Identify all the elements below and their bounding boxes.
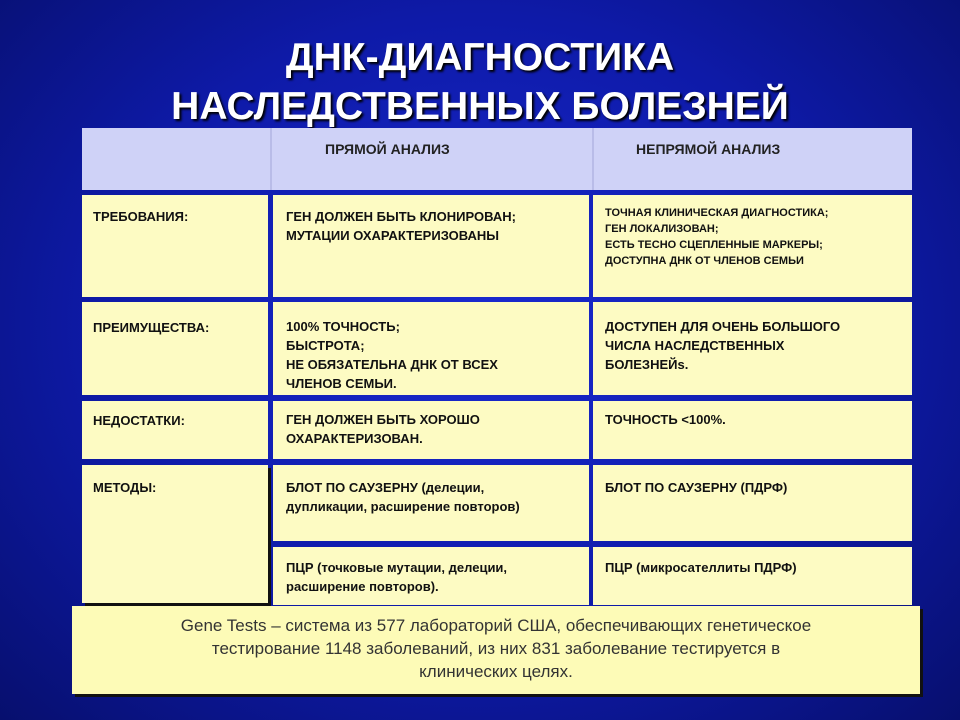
title-line-2: НАСЛЕДСТВЕННЫХ БОЛЕЗНЕЙ [171, 85, 789, 128]
cell-methods-indirect-southern: БЛОТ ПО САУЗЕРНУ (ПДРФ) [593, 465, 912, 541]
table-header-row [82, 128, 912, 190]
cell-methods-direct-southern: БЛОТ ПО САУЗЕРНУ (делеции, дупликации, расширение повторов) [273, 465, 589, 541]
cell-requirements-direct: ГЕН ДОЛЖЕН БЫТЬ КЛОНИРОВАН; МУТАЦИИ ОХАРАКТЕРИЗОВАНЫ [273, 195, 589, 297]
row-label-disadvantages: НЕДОСТАТКИ: [82, 401, 268, 459]
cell-methods-indirect-pcr: ПЦР (микросателлиты ПДРФ) [593, 547, 912, 605]
column-header-direct: ПРЯМОЙ АНАЛИЗ [325, 141, 450, 157]
footer-line-1: Gene Tests – система из 577 лабораторий США, обеспечивающих генетическое [180, 616, 812, 635]
cell-methods-direct-pcr: ПЦР (точковые мутации, делеции, расширение повторов). [273, 547, 589, 605]
footer-note [72, 606, 920, 694]
cell-requirements-indirect: ТОЧНАЯ КЛИНИЧЕСКАЯ ДИАГНОСТИКА; ГЕН ЛОКАЛИЗОВАН; ЕСТЬ ТЕСНО СЦЕПЛЕННЫЕ МАРКЕРЫ; ДОСТУПНА ДНК ОТ ЧЛЕНОВ СЕМЬИ [593, 195, 912, 297]
cell-disadvantages-direct: ГЕН ДОЛЖЕН БЫТЬ ХОРОШО ОХАРАКТЕРИЗОВАН. [273, 401, 589, 459]
page-title [0, 33, 960, 131]
cell-advantages-direct: 100% ТОЧНОСТЬ; БЫСТРОТА; НЕ ОБЯЗАТЕЛЬНА ДНК ОТ ВСЕХ ЧЛЕНОВ СЕМЬИ. [273, 302, 589, 395]
row-label-requirements: ТРЕБОВАНИЯ: [82, 195, 268, 297]
title-line-1: ДНК-ДИАГНОСТИКА [285, 36, 675, 79]
cell-advantages-indirect: ДОСТУПЕН ДЛЯ ОЧЕНЬ БОЛЬШОГО ЧИСЛА НАСЛЕДСТВЕННЫХ БОЛЕЗНЕЙs. [593, 302, 912, 395]
row-label-methods: МЕТОДЫ: [82, 465, 268, 603]
cell-disadvantages-indirect: ТОЧНОСТЬ <100%. [593, 401, 912, 459]
header-divider [270, 128, 272, 190]
column-header-indirect: НЕПРЯМОЙ АНАЛИЗ [636, 141, 781, 157]
header-divider [592, 128, 594, 190]
footer-line-3: клинических целях. [419, 662, 573, 681]
footer-line-2: тестирование 1148 заболеваний, из них 831 заболевание тестируется в [211, 639, 781, 658]
row-label-advantages: ПРЕИМУЩЕСТВА: [82, 302, 268, 395]
